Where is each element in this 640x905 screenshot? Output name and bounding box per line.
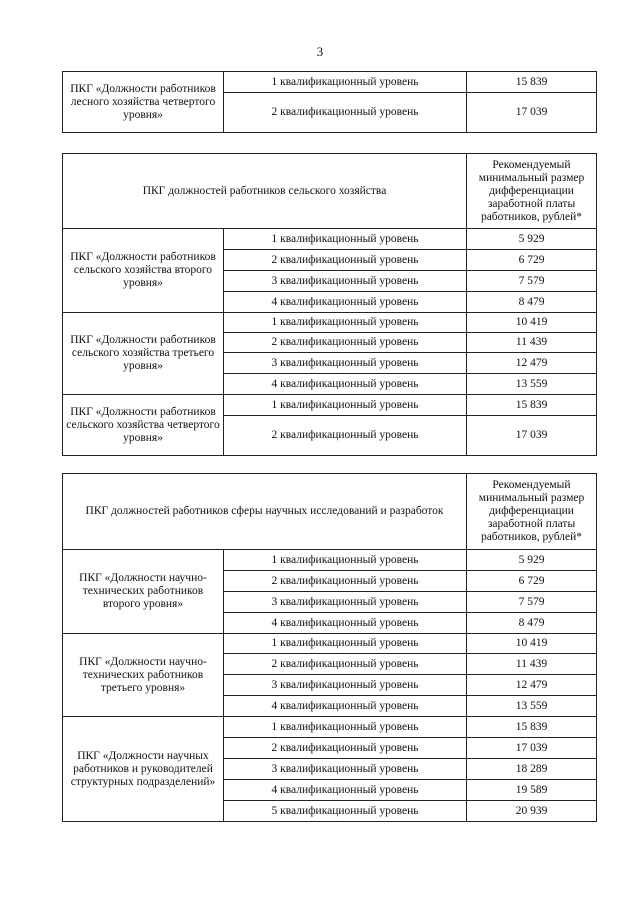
forestry-table bbox=[62, 71, 597, 133]
value-cell: 20 939 bbox=[467, 801, 597, 822]
value-cell: 12 479 bbox=[467, 675, 597, 696]
level-cell: 2 квалификационный уровень bbox=[224, 93, 467, 133]
level-cell: 2 квалификационный уровень bbox=[224, 571, 467, 592]
level-cell: 2 квалификационный уровень bbox=[224, 416, 467, 456]
level-cell: 3 квалификационный уровень bbox=[224, 675, 467, 696]
level-cell: 2 квалификационный уровень bbox=[224, 738, 467, 759]
value-cell: 7 579 bbox=[467, 592, 597, 613]
level-cell: 1 квалификационный уровень bbox=[224, 395, 467, 416]
level-cell: 1 квалификационный уровень bbox=[224, 229, 467, 250]
table-row bbox=[63, 634, 597, 654]
value-cell: 5 929 bbox=[467, 229, 597, 250]
value-cell: 10 419 bbox=[467, 313, 597, 333]
level-cell: 4 квалификационный уровень bbox=[224, 374, 467, 395]
table-header-value: Рекомендуемый минимальный размер дифференциации заработной платы работников, рублей* bbox=[467, 154, 597, 229]
level-cell: 1 квалификационный уровень bbox=[224, 634, 467, 654]
level-cell: 2 квалификационный уровень bbox=[224, 333, 467, 353]
group-name: ПКГ «Должности научно-технических работников третьего уровня» bbox=[63, 634, 224, 717]
level-cell: 1 квалификационный уровень bbox=[224, 72, 467, 93]
group-name: ПКГ «Должности работников лесного хозяйства четвертого уровня» bbox=[63, 72, 224, 133]
level-cell: 4 квалификационный уровень bbox=[224, 292, 467, 313]
level-cell: 4 квалификационный уровень bbox=[224, 696, 467, 717]
value-cell: 13 559 bbox=[467, 374, 597, 395]
table-header-row bbox=[63, 474, 597, 550]
group-name: ПКГ «Должности научно-технических работников второго уровня» bbox=[63, 550, 224, 634]
value-cell: 6 729 bbox=[467, 571, 597, 592]
level-cell: 1 квалификационный уровень bbox=[224, 717, 467, 738]
level-cell: 3 квалификационный уровень bbox=[224, 353, 467, 374]
value-cell: 17 039 bbox=[467, 738, 597, 759]
research-table bbox=[62, 473, 597, 822]
table-row bbox=[63, 72, 597, 93]
value-cell: 11 439 bbox=[467, 654, 597, 675]
level-cell: 3 квалификационный уровень bbox=[224, 592, 467, 613]
value-cell: 15 839 bbox=[467, 395, 597, 416]
group-name: ПКГ «Должности работников сельского хозяйства третьего уровня» bbox=[63, 313, 224, 395]
level-cell: 2 квалификационный уровень bbox=[224, 250, 467, 271]
level-cell: 1 квалификационный уровень bbox=[224, 550, 467, 571]
level-cell: 1 квалификационный уровень bbox=[224, 313, 467, 333]
level-cell: 5 квалификационный уровень bbox=[224, 801, 467, 822]
table-row bbox=[63, 550, 597, 571]
value-cell: 13 559 bbox=[467, 696, 597, 717]
table-row bbox=[63, 717, 597, 738]
value-cell: 8 479 bbox=[467, 292, 597, 313]
value-cell: 11 439 bbox=[467, 333, 597, 353]
value-cell: 18 289 bbox=[467, 759, 597, 780]
level-cell: 4 квалификационный уровень bbox=[224, 613, 467, 634]
level-cell: 2 квалификационный уровень bbox=[224, 654, 467, 675]
value-cell: 19 589 bbox=[467, 780, 597, 801]
value-cell: 12 479 bbox=[467, 353, 597, 374]
value-cell: 15 839 bbox=[467, 717, 597, 738]
value-cell: 6 729 bbox=[467, 250, 597, 271]
value-cell: 15 839 bbox=[467, 72, 597, 93]
value-cell: 17 039 bbox=[467, 416, 597, 456]
value-cell: 7 579 bbox=[467, 271, 597, 292]
table-header-title: ПКГ должностей работников сельского хозяйства bbox=[63, 154, 467, 229]
group-name: ПКГ «Должности работников сельского хозяйства второго уровня» bbox=[63, 229, 224, 313]
level-cell: 3 квалификационный уровень bbox=[224, 271, 467, 292]
value-cell: 17 039 bbox=[467, 93, 597, 133]
level-cell: 4 квалификационный уровень bbox=[224, 780, 467, 801]
table-header-value: Рекомендуемый минимальный размер дифференциации заработной платы работников, рублей* bbox=[467, 474, 597, 550]
page-number: 3 bbox=[316, 44, 324, 59]
agriculture-table bbox=[62, 153, 597, 456]
table-header-title: ПКГ должностей работников сферы научных исследований и разработок bbox=[63, 474, 467, 550]
level-cell: 3 квалификационный уровень bbox=[224, 759, 467, 780]
table-row bbox=[63, 313, 597, 333]
table-row bbox=[63, 395, 597, 416]
table-header-row bbox=[63, 154, 597, 229]
table-row bbox=[63, 229, 597, 250]
value-cell: 8 479 bbox=[467, 613, 597, 634]
value-cell: 10 419 bbox=[467, 634, 597, 654]
value-cell: 5 929 bbox=[467, 550, 597, 571]
group-name: ПКГ «Должности научных работников и руководителей структурных подразделений» bbox=[63, 717, 224, 822]
group-name: ПКГ «Должности работников сельского хозяйства четвертого уровня» bbox=[63, 395, 224, 456]
